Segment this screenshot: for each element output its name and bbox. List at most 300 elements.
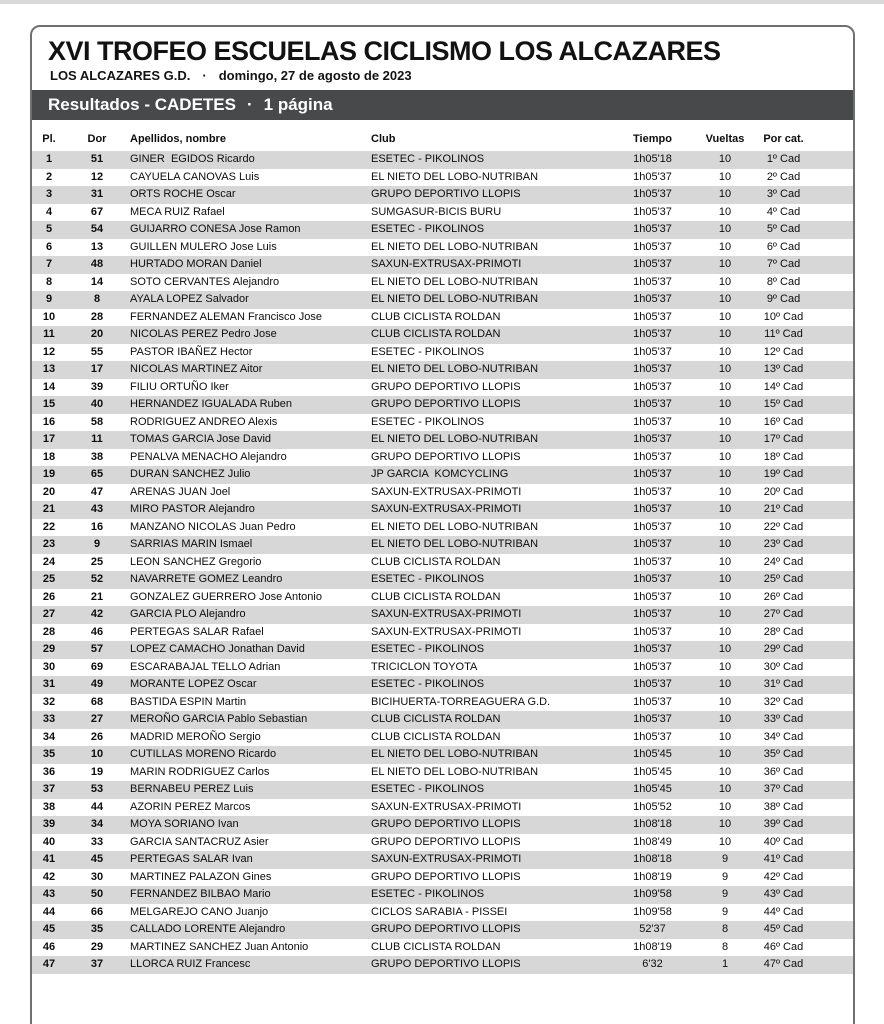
cell-dorsal: 50 (66, 886, 128, 904)
cell-category: 38º Cad (763, 800, 804, 813)
cell-dorsal: 14 (90, 275, 104, 288)
cell-club: ESETEC - PIKOLINOS (371, 415, 485, 428)
cell-laps: 8 (721, 940, 729, 953)
cell-category: 19º Cad (750, 466, 853, 484)
cell-time: 1h05'37 (633, 520, 672, 533)
cell-name: GARCIA SANTACRUZ Asier (130, 835, 269, 848)
cell-club: GRUPO DEPORTIVO LLOPIS (371, 450, 521, 463)
cell-category: 36º Cad (763, 765, 804, 778)
col-category: Por cat. (763, 133, 804, 145)
cell-club: EL NIETO DEL LOBO-NUTRIBAN (369, 291, 605, 309)
cell-laps: 10 (718, 695, 732, 708)
cell-laps: 10 (700, 711, 750, 729)
cell-dorsal: 13 (90, 240, 104, 253)
cell-place: 3 (32, 186, 66, 204)
cell-club: ESETEC - PIKOLINOS (369, 641, 605, 659)
cell-time: 1h05'45 (633, 765, 672, 778)
table-row (32, 694, 853, 712)
cell-laps: 10 (718, 450, 732, 463)
cell-category: 12º Cad (763, 345, 804, 358)
cell-place: 45 (32, 921, 66, 939)
table-row (32, 396, 853, 414)
cell-category: 47º Cad (750, 956, 853, 974)
cell-laps: 10 (700, 291, 750, 309)
page-title: XVI TROFEO ESCUELAS CICLISMO LOS ALCAZARES (48, 36, 721, 66)
cell-place: 4 (45, 205, 53, 218)
table-row (32, 536, 853, 554)
cell-place: 18 (42, 450, 56, 463)
cell-time: 1h05'37 (605, 291, 700, 309)
cell-time: 1h05'37 (605, 571, 700, 589)
results-sheet (30, 25, 855, 1024)
cell-dorsal: 51 (66, 151, 128, 169)
cell-laps: 10 (700, 676, 750, 694)
cell-place: 44 (42, 905, 56, 918)
cell-club: TRICICLON TOYOTA (371, 660, 478, 673)
cell-name: ESCARABAJAL TELLO Adrian (130, 660, 281, 673)
cell-category: 16º Cad (763, 415, 804, 428)
table-row (32, 589, 853, 607)
table-row (32, 886, 853, 904)
cell-name: LOPEZ CAMACHO Jonathan David (128, 641, 369, 659)
cell-place: 20 (42, 485, 56, 498)
cell-category: 46º Cad (763, 940, 804, 953)
cell-time: 6'32 (605, 956, 700, 974)
cell-name: MARTINEZ PALAZON Gines (130, 870, 272, 883)
table-row (32, 711, 853, 729)
cell-category: 25º Cad (750, 571, 853, 589)
cell-club: CLUB CICLISTA ROLDAN (371, 590, 501, 603)
cell-dorsal: 45 (66, 851, 128, 869)
cell-category: 13º Cad (750, 361, 853, 379)
cell-time: 1h05'37 (633, 695, 672, 708)
cell-time: 1h05'37 (633, 380, 672, 393)
cell-category: 11º Cad (750, 326, 853, 344)
cell-laps: 10 (718, 590, 732, 603)
cell-name: PERTEGAS SALAR Ivan (128, 851, 369, 869)
cell-place: 30 (42, 660, 56, 673)
cell-dorsal: 10 (66, 746, 128, 764)
table-row (32, 606, 853, 624)
cell-category: 30º Cad (763, 660, 804, 673)
cell-category: 31º Cad (750, 676, 853, 694)
cell-place: 14 (42, 380, 56, 393)
cell-dorsal: 27 (66, 711, 128, 729)
cell-place: 21 (32, 501, 66, 519)
cell-name: CUTILLAS MORENO Ricardo (128, 746, 369, 764)
cell-time: 1h08'19 (633, 870, 672, 883)
cell-club: ESETEC - PIKOLINOS (369, 151, 605, 169)
cell-club: SAXUN-EXTRUSAX-PRIMOTI (369, 256, 605, 274)
table-row (32, 151, 853, 169)
cell-dorsal: 25 (90, 555, 104, 568)
cell-name: MECA RUIZ Rafael (130, 205, 225, 218)
cell-name: MIRO PASTOR Alejandro (128, 501, 369, 519)
cell-time: 1h05'52 (633, 800, 672, 813)
cell-laps: 10 (700, 326, 750, 344)
cell-dorsal: 38 (90, 450, 104, 463)
table-row (32, 431, 853, 449)
table-row (32, 379, 853, 397)
table-row (32, 659, 853, 677)
cell-time: 1h05'37 (605, 501, 700, 519)
cell-dorsal: 49 (66, 676, 128, 694)
cell-name: MARIN RODRIGUEZ Carlos (130, 765, 270, 778)
cell-club: EL NIETO DEL LOBO-NUTRIBAN (371, 275, 539, 288)
cell-dorsal: 46 (90, 625, 104, 638)
cell-category: 3º Cad (750, 186, 853, 204)
cell-laps: 9 (700, 851, 750, 869)
cell-name: GONZALEZ GUERRERO Jose Antonio (130, 590, 322, 603)
cell-place: 24 (42, 555, 56, 568)
organizer-name: LOS ALCAZARES G.D. (50, 68, 191, 83)
cell-place: 22 (42, 520, 56, 533)
cell-place: 9 (32, 291, 66, 309)
cell-club: EL NIETO DEL LOBO-NUTRIBAN (371, 170, 539, 183)
cell-place: 23 (32, 536, 66, 554)
cell-name: FERNANDEZ BILBAO Mario (128, 886, 369, 904)
cell-club: EL NIETO DEL LOBO-NUTRIBAN (371, 520, 539, 533)
cell-category: 27º Cad (750, 606, 853, 624)
cell-name: GUIJARRO CONESA Jose Ramon (128, 221, 369, 239)
cell-laps: 10 (700, 221, 750, 239)
cell-name: NICOLAS MARTINEZ Aitor (128, 361, 369, 379)
table-row (32, 921, 853, 939)
cell-category: 44º Cad (763, 905, 804, 918)
cell-laps: 10 (718, 765, 732, 778)
cell-laps: 10 (718, 835, 732, 848)
cell-club: CLUB CICLISTA ROLDAN (371, 940, 501, 953)
cell-place: 13 (32, 361, 66, 379)
cell-category: 4º Cad (766, 205, 801, 218)
cell-place: 32 (42, 695, 56, 708)
cell-time: 1h05'37 (605, 256, 700, 274)
cell-name: LEON SANCHEZ Gregorio (130, 555, 262, 568)
table-row (32, 186, 853, 204)
cell-club: SAXUN-EXTRUSAX-PRIMOTI (371, 625, 522, 638)
cell-place: 17 (32, 431, 66, 449)
cell-laps: 10 (700, 151, 750, 169)
cell-dorsal: 33 (90, 835, 104, 848)
table-row (32, 309, 853, 327)
cell-place: 11 (32, 326, 66, 344)
cell-time: 1h05'37 (633, 730, 672, 743)
cell-dorsal: 69 (90, 660, 104, 673)
table-row (32, 834, 853, 852)
cell-time: 52'37 (605, 921, 700, 939)
cell-time: 1h05'37 (605, 676, 700, 694)
col-dorsal: Dor (87, 133, 107, 145)
cell-time: 1h05'45 (605, 746, 700, 764)
col-place: Pl. (42, 133, 56, 145)
cell-laps: 10 (718, 555, 732, 568)
cell-dorsal: 11 (66, 431, 128, 449)
cell-dorsal: 17 (66, 361, 128, 379)
cell-place: 40 (42, 835, 56, 848)
cell-name: AZORIN PEREZ Marcos (130, 800, 251, 813)
cell-place: 27 (32, 606, 66, 624)
cell-category: 37º Cad (750, 781, 853, 799)
cell-category: 22º Cad (763, 520, 804, 533)
cell-name: NAVARRETE GOMEZ Leandro (128, 571, 369, 589)
cell-club: ESETEC - PIKOLINOS (369, 221, 605, 239)
cell-club: ESETEC - PIKOLINOS (371, 345, 485, 358)
table-row (32, 466, 853, 484)
event-date: domingo, 27 de agosto de 2023 (218, 68, 412, 83)
cell-time: 1h05'37 (605, 186, 700, 204)
cell-name: GINER EGIDOS Ricardo (128, 151, 369, 169)
cell-category: 41º Cad (750, 851, 853, 869)
cell-place: 31 (32, 676, 66, 694)
cell-laps: 10 (700, 186, 750, 204)
cell-time: 1h05'37 (605, 711, 700, 729)
cell-club: EL NIETO DEL LOBO-NUTRIBAN (371, 765, 539, 778)
cell-laps: 10 (718, 730, 732, 743)
cell-category: 15º Cad (750, 396, 853, 414)
cell-dorsal: 65 (66, 466, 128, 484)
table-row (32, 169, 853, 187)
cell-name: SARRIAS MARIN Ismael (128, 536, 369, 554)
cell-laps: 8 (700, 921, 750, 939)
table-row (32, 799, 853, 817)
cell-category: 32º Cad (763, 695, 804, 708)
cell-category: 7º Cad (750, 256, 853, 274)
cell-dorsal: 44 (90, 800, 104, 813)
col-name: Apellidos, nombre (130, 133, 226, 145)
cell-dorsal: 48 (66, 256, 128, 274)
cell-name: MORANTE LOPEZ Oscar (128, 676, 369, 694)
cell-club: CLUB CICLISTA ROLDAN (369, 326, 605, 344)
cell-time: 1h05'37 (633, 485, 672, 498)
cell-name: HURTADO MORAN Daniel (128, 256, 369, 274)
cell-time: 1h05'37 (605, 431, 700, 449)
results-table-body (32, 151, 853, 974)
cell-category: 18º Cad (763, 450, 804, 463)
cell-time: 1h05'37 (605, 221, 700, 239)
cell-name: FILIU ORTUÑO Iker (130, 380, 229, 393)
cell-club: ESETEC - PIKOLINOS (369, 781, 605, 799)
cell-name: MEROÑO GARCIA Pablo Sebastian (128, 711, 369, 729)
cell-time: 1h05'37 (605, 536, 700, 554)
cell-place: 33 (32, 711, 66, 729)
cell-club: EL NIETO DEL LOBO-NUTRIBAN (369, 361, 605, 379)
cell-time: 1h05'37 (633, 170, 672, 183)
table-row (32, 519, 853, 537)
cell-club: CLUB CICLISTA ROLDAN (371, 730, 501, 743)
cell-category: 24º Cad (763, 555, 804, 568)
cell-dorsal: 12 (90, 170, 104, 183)
cell-place: 16 (42, 415, 56, 428)
cell-category: 40º Cad (763, 835, 804, 848)
cell-laps: 10 (718, 660, 732, 673)
cell-laps: 10 (718, 205, 732, 218)
cell-laps: 10 (700, 431, 750, 449)
cell-place: 47 (32, 956, 66, 974)
cell-category: 9º Cad (750, 291, 853, 309)
section-bar-separator-dot: · (246, 95, 253, 114)
cell-time: 1h05'18 (605, 151, 700, 169)
cell-time: 1h08'19 (633, 940, 672, 953)
table-row (32, 746, 853, 764)
table-row (32, 851, 853, 869)
cell-laps: 10 (718, 170, 732, 183)
cell-club: GRUPO DEPORTIVO LLOPIS (369, 816, 605, 834)
table-row (32, 641, 853, 659)
cell-laps: 10 (700, 781, 750, 799)
cell-club: ESETEC - PIKOLINOS (369, 886, 605, 904)
cell-place: 29 (32, 641, 66, 659)
cell-laps: 10 (718, 415, 732, 428)
cell-place: 12 (42, 345, 56, 358)
cell-dorsal: 40 (66, 396, 128, 414)
cell-time: 1h05'37 (633, 660, 672, 673)
cell-category: 23º Cad (750, 536, 853, 554)
cell-dorsal: 28 (90, 310, 104, 323)
table-row (32, 729, 853, 747)
cell-place: 26 (42, 590, 56, 603)
cell-category: 21º Cad (750, 501, 853, 519)
table-row (32, 414, 853, 432)
cell-laps: 9 (700, 886, 750, 904)
table-row (32, 484, 853, 502)
cell-laps: 10 (700, 641, 750, 659)
cell-place: 15 (32, 396, 66, 414)
cell-name: BERNABEU PEREZ Luis (128, 781, 369, 799)
cell-time: 1h05'37 (633, 415, 672, 428)
cell-name: ORTS ROCHE Oscar (128, 186, 369, 204)
cell-laps: 10 (718, 240, 732, 253)
cell-name: DURAN SANCHEZ Julio (128, 466, 369, 484)
cell-club: SAXUN-EXTRUSAX-PRIMOTI (371, 485, 522, 498)
cell-name: TOMAS GARCIA Jose David (128, 431, 369, 449)
cell-time: 1h05'37 (605, 396, 700, 414)
cell-place: 8 (45, 275, 53, 288)
cell-category: 39º Cad (750, 816, 853, 834)
cell-name: GUILLEN MULERO Jose Luis (130, 240, 277, 253)
cell-place: 10 (42, 310, 56, 323)
sheet-header (32, 27, 853, 83)
table-row (32, 816, 853, 834)
section-bar-pages: 1 página (263, 95, 333, 114)
col-time: Tiempo (633, 133, 672, 145)
cell-category: 5º Cad (750, 221, 853, 239)
section-bar (32, 90, 853, 120)
cell-dorsal: 54 (66, 221, 128, 239)
table-row (32, 554, 853, 572)
cell-category: 1º Cad (750, 151, 853, 169)
cell-club: EL NIETO DEL LOBO-NUTRIBAN (371, 240, 539, 253)
cell-time: 1h05'37 (605, 641, 700, 659)
cell-dorsal: 29 (90, 940, 104, 953)
header-row (32, 133, 853, 151)
cell-name: MADRID MEROÑO Sergio (130, 730, 261, 743)
results-table (32, 133, 853, 974)
table-row (32, 204, 853, 222)
table-row (32, 256, 853, 274)
cell-club: GRUPO DEPORTIVO LLOPIS (369, 921, 605, 939)
cell-time: 1h05'37 (633, 625, 672, 638)
cell-time: 1h05'37 (633, 450, 672, 463)
cell-place: 2 (45, 170, 53, 183)
cell-club: EL NIETO DEL LOBO-NUTRIBAN (369, 536, 605, 554)
cell-club: JP GARCIA KOMCYCLING (369, 466, 605, 484)
table-row (32, 624, 853, 642)
cell-club: ESETEC - PIKOLINOS (369, 571, 605, 589)
cell-laps: 10 (700, 361, 750, 379)
cell-name: BASTIDA ESPIN Martin (130, 695, 247, 708)
cell-place: 7 (32, 256, 66, 274)
cell-place: 19 (32, 466, 66, 484)
cell-time: 1h08'18 (605, 816, 700, 834)
cell-time: 1h05'37 (633, 345, 672, 358)
cell-dorsal: 53 (66, 781, 128, 799)
cell-name: SOTO CERVANTES Alejandro (130, 275, 280, 288)
cell-laps: 10 (700, 501, 750, 519)
cell-club: CICLOS SARABIA - PISSEI (371, 905, 508, 918)
table-row (32, 764, 853, 782)
cell-laps: 10 (718, 520, 732, 533)
cell-category: 17º Cad (750, 431, 853, 449)
table-row (32, 344, 853, 362)
cell-name: MELGAREJO CANO Juanjo (130, 905, 269, 918)
cell-name: CAYUELA CANOVAS Luis (130, 170, 260, 183)
cell-laps: 10 (700, 606, 750, 624)
cell-dorsal: 21 (90, 590, 104, 603)
top-divider (0, 0, 884, 4)
cell-time: 1h05'37 (633, 310, 672, 323)
cell-club: SAXUN-EXTRUSAX-PRIMOTI (371, 800, 522, 813)
cell-place: 42 (42, 870, 56, 883)
table-row (32, 449, 853, 467)
col-laps: Vueltas (705, 133, 745, 145)
cell-place: 41 (32, 851, 66, 869)
cell-dorsal: 30 (90, 870, 104, 883)
cell-name: PERTEGAS SALAR Rafael (130, 625, 264, 638)
cell-time: 1h05'37 (633, 555, 672, 568)
cell-dorsal: 52 (66, 571, 128, 589)
cell-time: 1h05'37 (605, 466, 700, 484)
cell-laps: 10 (718, 310, 732, 323)
table-row (32, 956, 853, 974)
cell-dorsal: 8 (66, 291, 128, 309)
cell-club: CLUB CICLISTA ROLDAN (371, 555, 501, 568)
cell-laps: 10 (700, 536, 750, 554)
cell-dorsal: 47 (90, 485, 104, 498)
cell-club: CLUB CICLISTA ROLDAN (371, 310, 501, 323)
cell-club: SAXUN-EXTRUSAX-PRIMOTI (369, 606, 605, 624)
cell-time: 1h05'37 (633, 240, 672, 253)
cell-place: 46 (42, 940, 56, 953)
cell-dorsal: 20 (66, 326, 128, 344)
cell-club: BICIHUERTA-TORREAGUERA G.D. (371, 695, 551, 708)
cell-place: 25 (32, 571, 66, 589)
cell-name: ARENAS JUAN Joel (130, 485, 231, 498)
cell-place: 5 (32, 221, 66, 239)
cell-place: 34 (42, 730, 56, 743)
cell-name: AYALA LOPEZ Salvador (128, 291, 369, 309)
cell-dorsal: 37 (66, 956, 128, 974)
cell-time: 1h08'49 (633, 835, 672, 848)
table-row (32, 361, 853, 379)
cell-place: 37 (32, 781, 66, 799)
cell-category: 33º Cad (750, 711, 853, 729)
cell-name: NICOLAS PEREZ Pedro Jose (128, 326, 369, 344)
cell-club: GRUPO DEPORTIVO LLOPIS (369, 956, 605, 974)
cell-dorsal: 43 (66, 501, 128, 519)
cell-name: FERNANDEZ ALEMAN Francisco Jose (130, 310, 322, 323)
cell-laps: 9 (721, 870, 729, 883)
cell-laps: 1 (700, 956, 750, 974)
